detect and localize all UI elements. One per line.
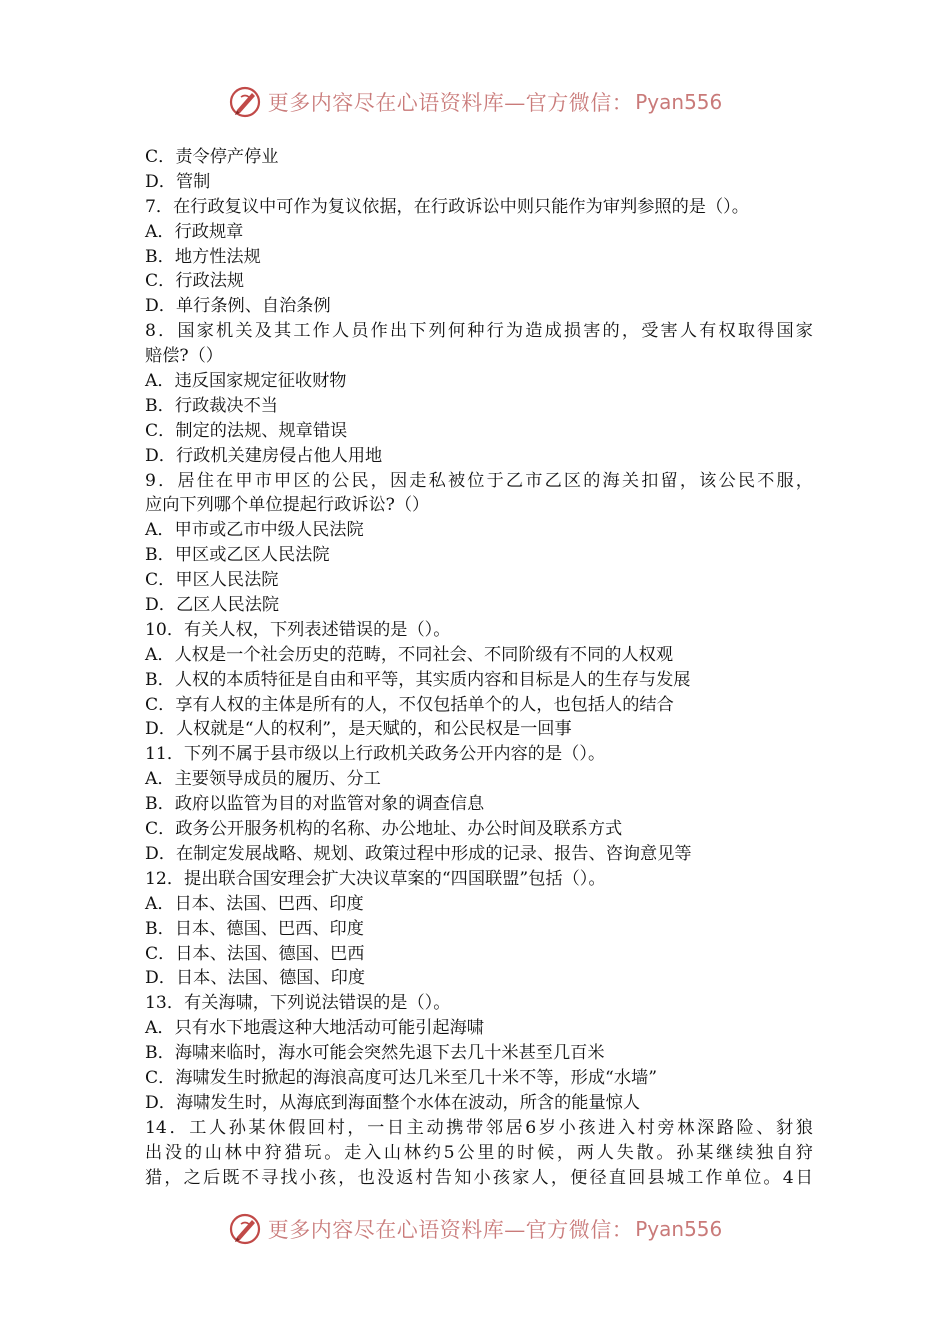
question-line: 11．下列不属于县市级以上行政机关政务公开内容的是（）。 (145, 744, 606, 765)
question-line: 猎，之后既不寻找小孩，也没返村告知小孩家人，便径直回县城工作单位。4日 (145, 1167, 813, 1188)
text-line: D．海啸发生时，从海底到海面整个水体在波动，所含的能量惊人 (145, 1092, 641, 1113)
text-line: A．行政规章 (145, 221, 244, 242)
text-line: C．行政法规 (145, 271, 245, 292)
text-line: B．甲区或乙区人民法院 (145, 545, 330, 566)
text-line: D．单行条例、自治条例 (145, 296, 331, 317)
watermark-wechat-id: Pyan556 (635, 90, 723, 114)
question-line: 出没的山林中狩猎玩。走入山林约5公里的时候，两人失散。孙某继续独自狩 (145, 1142, 813, 1163)
watermark-banner-top (0, 84, 950, 120)
text-line: B．地方性法规 (145, 246, 261, 267)
question-line: 9．居住在甲市甲区的公民，因走私被位于乙市乙区的海关扣留，该公民不服， (145, 470, 813, 491)
text-line: B．行政裁决不当 (145, 395, 278, 416)
question-line: 赔偿?（） (145, 346, 223, 367)
watermark-text: 更多内容尽在心语资料库—官方微信： (267, 91, 634, 115)
text-line: C．日本、法国、德国、巴西 (145, 943, 365, 964)
question-line: 10．有关人权，下列表述错误的是（）。 (145, 619, 451, 640)
text-line: A．违反国家规定征收财物 (145, 371, 347, 392)
text-line: D．行政机关建房侵占他人用地 (145, 445, 383, 466)
text-line: C．政务公开服务机构的名称、办公地址、办公时间及联系方式 (145, 819, 623, 840)
question-line: 7．在行政复议中可作为复议依据，在行政诉讼中则只能作为审判参照的是（）。 (145, 196, 749, 217)
watermark-wechat-id: Pyan556 (635, 1217, 723, 1241)
text-line: A．主要领导成员的履历、分工 (145, 769, 381, 790)
question-line: 12．提出联合国安理会扩大决议草案的“四国联盟”包括（）。 (145, 868, 606, 889)
document-body (145, 145, 813, 1190)
question-line: 13．有关海啸，下列说法错误的是（）。 (145, 993, 451, 1014)
watermark-banner-bottom (0, 1211, 950, 1247)
text-line: C．享有人权的主体是所有的人，不仅包括单个的人，也包括人的结合 (145, 694, 674, 715)
question-line: 8．国家机关及其工作人员作出下列何种行为造成损害的，受害人有权取得国家 (145, 321, 813, 342)
text-line: A．只有水下地震这种大地活动可能引起海啸 (145, 1018, 484, 1039)
text-line: C．海啸发生时掀起的海浪高度可达几米至几十米不等，形成“水墙” (145, 1067, 657, 1088)
watermark-text: 更多内容尽在心语资料库—官方微信： (267, 1218, 634, 1242)
text-line: D．人权就是“人的权利”，是天赋的，和公民权是一回事 (145, 719, 572, 740)
text-line: C．制定的法规、规章错误 (145, 420, 348, 441)
question-line: 14．工人孙某休假回村，一日主动携带邻居6岁小孩进入村旁林深路险、豺狼 (145, 1117, 813, 1138)
text-line: B．人权的本质特征是自由和平等，其实质内容和目标是人的生存与发展 (145, 669, 691, 690)
text-line: C．责令停产停业 (145, 147, 279, 167)
question-line: 应向下列哪个单位提起行政诉讼?（） (145, 495, 430, 516)
text-line: D．在制定发展战略、规划、政策过程中形成的记录、报告、咨询意见等 (145, 843, 692, 864)
text-line: D．乙区人民法院 (145, 595, 280, 616)
text-line: D．管制 (145, 171, 211, 192)
text-line: B．日本、德国、巴西、印度 (145, 918, 364, 939)
text-line: A．甲市或乙市中级人民法院 (145, 520, 364, 541)
text-line: A．人权是一个社会历史的范畴，不同社会、不同阶级有不同的人权观 (145, 644, 674, 665)
pen-logo-icon (228, 85, 262, 119)
text-line: B．政府以监管为目的对监管对象的调查信息 (145, 794, 485, 815)
text-line: A．日本、法国、巴西、印度 (145, 893, 364, 914)
text-line: B．海啸来临时，海水可能会突然先退下去几十米甚至几百米 (145, 1043, 605, 1064)
pen-logo-icon (228, 1212, 262, 1246)
text-line: D．日本、法国、德国、印度 (145, 968, 366, 989)
text-line: C．甲区人民法院 (145, 570, 279, 591)
